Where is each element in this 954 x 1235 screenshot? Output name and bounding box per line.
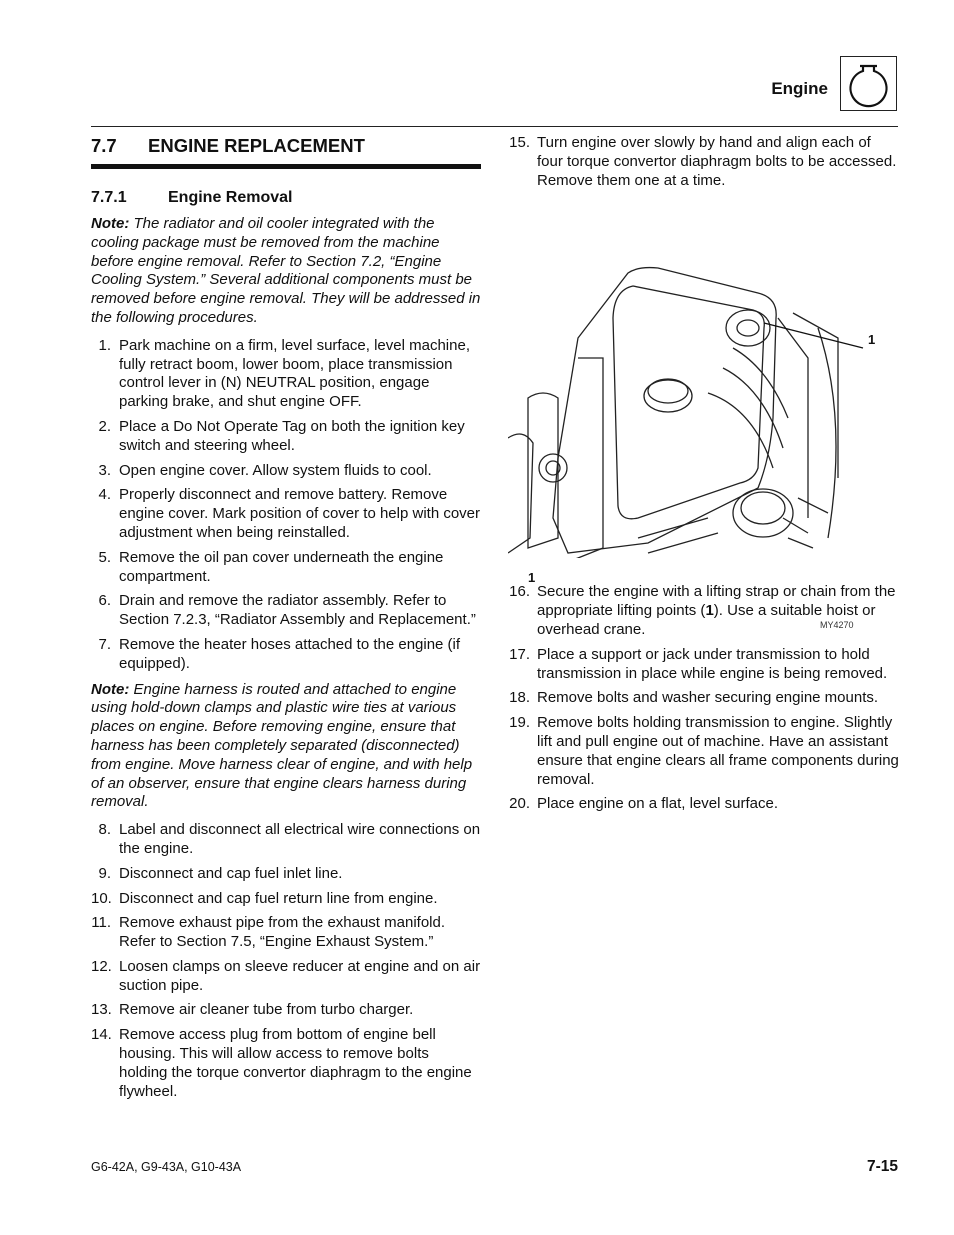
step-number: 10. [91, 889, 112, 907]
note-harness [91, 681, 481, 813]
step-number: 9. [98, 864, 111, 882]
subsection-title [91, 189, 481, 207]
step-number: 17. [509, 645, 530, 663]
step-text-part: ). Use a suitable hoist or overhead crane. [537, 602, 876, 638]
step-item [508, 714, 900, 789]
step-text: Remove air cleaner tube from turbo charger. [119, 1001, 414, 1019]
step-number: 16. [509, 583, 530, 601]
engine-illustration [508, 218, 900, 558]
step-text: Properly disconnect and remove battery. Remove engine cover. Mark position of cover to help with cover adjustment when being reinstalled. [119, 486, 481, 541]
note-label: Note: [91, 215, 130, 232]
step-text: Open engine cover. Allow system fluids to cool. [119, 461, 432, 479]
note-label: Note: [91, 680, 130, 698]
step-item [91, 462, 481, 481]
step-number: 15. [509, 134, 530, 151]
section-title [91, 134, 481, 169]
subsection-title-text: Engine Removal [168, 189, 293, 206]
step-item [91, 1001, 481, 1020]
note-text: The radiator and oil cooler integrated with the cooling package must be removed from the machine before engine removal. Refer to Section 7.2, “Engine Cooling System.” Several additional components must be removed before engine removal. They will be addressed in the following procedures. [91, 215, 481, 326]
step-number: 6. [98, 592, 111, 610]
steps-list-d [508, 583, 900, 814]
header-label: Engine [771, 79, 828, 98]
step-text: Remove bolts holding transmission to engine. Slightly lift and pull engine out of machine. Have an assistant ensure that engine clears all frame components during removal. [537, 714, 899, 788]
header-rule [91, 126, 898, 127]
step-number: 12. [91, 957, 112, 975]
engine-icon [840, 56, 897, 111]
step-text: Remove the oil pan cover underneath the engine compartment. [119, 548, 444, 585]
step-number: 18. [509, 689, 530, 707]
step-text: Drain and remove the radiator assembly. Refer to Section 7.2.3, “Radiator Assembly and Replacement.” [119, 592, 476, 629]
step-item [91, 636, 481, 674]
step-item [508, 583, 900, 639]
step-number: 8. [98, 821, 111, 839]
step-text: Loosen clamps on sleeve reducer at engine and on air suction pipe. [119, 957, 481, 994]
step-text: Turn engine over slowly by hand and align each of four torque convertor diaphragm bolts to be accessed. Remove them one at a time. [537, 134, 897, 189]
step-text [537, 583, 900, 639]
step-item [91, 337, 481, 412]
step-text: Place a Do Not Operate Tag on both the ignition key switch and steering wheel. [119, 417, 465, 454]
step-text: Disconnect and cap fuel return line from engine. [119, 889, 438, 907]
section-title-text: ENGINE REPLACEMENT [148, 135, 365, 156]
section-number: 7.7 [91, 135, 117, 156]
step-number: 2. [98, 417, 111, 435]
step-number: 13. [91, 1001, 112, 1019]
step-text: Park machine on a firm, level surface, level machine, fully retract boom, lower boom, place transmission control lever in (N) NEUTRAL position, engage parking brake, and shut engine OFF. [119, 336, 470, 411]
step-item [91, 549, 481, 587]
step-item [91, 418, 481, 456]
step-text: Remove the heater hoses attached to the engine (if equipped). [119, 635, 461, 672]
step-text: Place a support or jack under transmission to hold transmission in place while engine is being removed. [537, 645, 888, 682]
step-text-part: Secure the engine with a lifting strap or chain from the appropriate lifting points ( [537, 583, 896, 620]
step-number: 19. [509, 714, 530, 732]
step-item [91, 958, 481, 996]
step-item [91, 486, 481, 542]
step-text: Remove bolts and washer securing engine mounts. [537, 689, 879, 707]
steps-list-b [91, 821, 481, 1101]
step-text: Disconnect and cap fuel inlet line. [119, 864, 343, 882]
step-item [91, 1026, 481, 1101]
step-item [508, 795, 900, 814]
steps-list-a [91, 337, 481, 674]
step-item [91, 592, 481, 630]
step-number: 11. [91, 914, 111, 932]
note-text: Engine harness is routed and attached to engine using hold-down clamps and plastic wire ties at various places on engine. Before removing engine, ensure that harness has been completely separated (disconnected) from engine. Move harness clear of engine, and with help of an observer, ensure that engine clears harness during removal. [91, 680, 473, 811]
callout-top: 1 [868, 332, 876, 348]
left-column [91, 134, 481, 1108]
step-item [508, 134, 900, 190]
step-item [91, 865, 481, 884]
step-item [91, 890, 481, 909]
note-radiator [91, 215, 481, 328]
footer-models: G6-42A, G9-43A, G10-43A [91, 1160, 242, 1174]
step-number: 20. [509, 795, 530, 813]
callout-left: 1 [528, 570, 536, 586]
step-number: 4. [98, 486, 111, 504]
step-number: 3. [98, 461, 111, 479]
step-number: 7. [98, 635, 111, 653]
figure-id: MY4270 [820, 620, 854, 631]
right-column [508, 134, 900, 821]
step-text: Label and disconnect all electrical wire connections on the engine. [119, 821, 481, 857]
step-number: 5. [98, 548, 111, 566]
step-item [91, 914, 481, 952]
step-text: Remove access plug from bottom of engine bell housing. This will allow access to remove bolts holding the torque convertor diaphragm to the engine flywheel. [119, 1026, 472, 1100]
step-item [508, 646, 900, 684]
step-text: Remove exhaust pipe from the exhaust manifold. Refer to Section 7.5, “Engine Exhaust System.” [119, 914, 446, 951]
step-number: 1. [98, 336, 111, 354]
step-number: 14. [91, 1026, 112, 1044]
step-text: Place engine on a flat, level surface. [537, 795, 778, 813]
subsection-number: 7.7.1 [91, 189, 127, 206]
steps-list-c [508, 134, 900, 190]
step-item [91, 821, 481, 859]
step-callout-ref: 1 [705, 602, 714, 620]
step-item [508, 689, 900, 708]
page-number: 7-15 [866, 1158, 898, 1175]
